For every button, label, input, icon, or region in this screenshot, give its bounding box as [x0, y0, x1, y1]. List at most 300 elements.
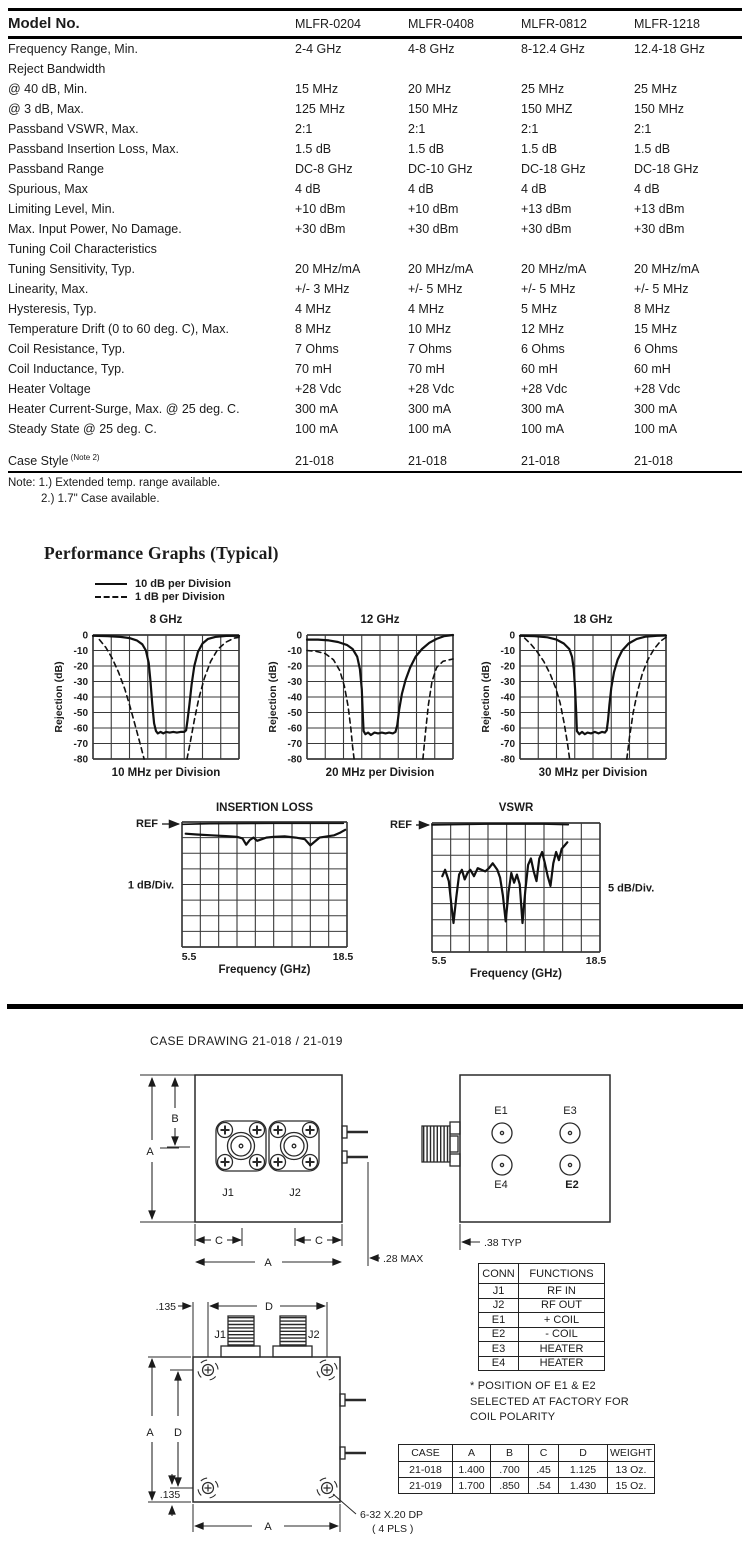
cell: J2	[479, 1298, 519, 1313]
y-tick-label: -50	[287, 708, 302, 719]
spec-cell: 1.5 dB	[408, 142, 445, 156]
spec-row-label: Passband Insertion Loss, Max.	[8, 142, 179, 156]
corner-screws	[194, 1356, 341, 1502]
spec-row-label: Hysteresis, Typ.	[8, 302, 97, 316]
spec-row	[8, 399, 742, 419]
spec-cell	[521, 59, 634, 79]
front-view	[140, 1075, 423, 1269]
y-tick-label: -30	[287, 677, 302, 688]
spec-cell: 2-4 GHz	[295, 42, 342, 56]
spec-cell: +/- 5 MHz	[521, 282, 576, 296]
x-tick-label: 5.5	[181, 951, 197, 963]
spec-cell: 1.5 dB	[521, 142, 558, 156]
note-line-2: 2.) 1.7" Case available.	[41, 493, 160, 505]
spec-cell: +28 Vdc	[408, 382, 455, 396]
b-col-header: B	[491, 1445, 529, 1462]
chart-title: 8 GHz	[149, 614, 183, 626]
spec-cell: 4-8 GHz	[408, 42, 455, 56]
cell: 1.700	[453, 1478, 491, 1494]
y-axis-label: Rejection (dB)	[480, 661, 492, 733]
cell: E3	[479, 1342, 519, 1357]
dim-b-label: B	[171, 1113, 179, 1125]
cell: HEATER	[519, 1342, 605, 1357]
spec-cell: 2:1	[521, 122, 539, 136]
spec-cell	[521, 239, 634, 259]
cell: 21-018	[399, 1462, 453, 1478]
spec-cell	[408, 439, 521, 451]
spec-cell: 150 MHz	[634, 102, 685, 116]
spec-row	[8, 179, 742, 199]
spec-row-label: Limiting Level, Min.	[8, 202, 115, 216]
spec-row	[8, 279, 742, 299]
conn-row	[479, 1298, 605, 1313]
conn-functions-table	[478, 1263, 605, 1371]
screw-note-line1: 6-32 X.20 DP	[360, 1509, 424, 1521]
ref-label: REF	[136, 818, 158, 830]
spec-cell: 25 MHz	[634, 82, 678, 96]
scale-label: 1 dB/Div.	[127, 879, 175, 892]
spec-cell: 15 MHz	[295, 82, 339, 96]
spec-cell: 21-018	[408, 454, 447, 468]
j1-label-bottom: J1	[214, 1329, 226, 1341]
cell: 1.430	[559, 1478, 608, 1494]
model-no-header: Model No.	[8, 11, 295, 38]
spec-cell: 300 mA	[521, 402, 565, 416]
spec-row-label: @ 3 dB, Max.	[8, 102, 84, 116]
y-tick-label: -40	[73, 692, 88, 704]
y-tick-label: -50	[500, 708, 515, 719]
side-view	[422, 1075, 610, 1250]
spec-cell: 2:1	[295, 122, 313, 136]
spec-cell: 25 MHz	[521, 82, 565, 96]
y-tick-label: -20	[500, 661, 515, 673]
spec-cell: 7 Ohms	[408, 342, 452, 356]
spec-cell: 20 MHz/mA	[295, 262, 361, 276]
cell: .45	[529, 1462, 559, 1478]
y-tick-label: -80	[500, 754, 515, 766]
solid-line-swatch	[95, 583, 127, 585]
spec-row-label: Frequency Range, Min.	[8, 42, 138, 56]
grid	[93, 635, 239, 759]
dashed-line-swatch	[95, 596, 127, 598]
spec-cell: 20 MHz	[408, 82, 452, 96]
spec-cell: 21-018	[521, 454, 560, 468]
y-tick-label: -60	[500, 723, 515, 735]
x-axis-label: Frequency (GHz)	[218, 964, 311, 976]
e3-label: E3	[563, 1105, 577, 1117]
dim-d-side-label: D	[174, 1427, 182, 1439]
y-tick-label: -30	[500, 677, 515, 688]
cell: .54	[529, 1478, 559, 1494]
y-tick-label: -50	[73, 708, 88, 719]
grid	[182, 822, 347, 947]
dim-d-top-label: D	[265, 1301, 273, 1313]
y-tick-label: -30	[73, 677, 88, 688]
spec-cell: +28 Vdc	[634, 382, 681, 396]
spec-row-label: Coil Inductance, Typ.	[8, 362, 125, 376]
chart-title: VSWR	[498, 802, 534, 814]
spec-cell: +10 dBm	[295, 202, 346, 216]
spec-table-body	[8, 38, 742, 472]
performance-graphs-title: Performance Graphs (Typical)	[44, 543, 279, 563]
spec-cell	[408, 59, 521, 79]
dim-135-bottom-label: .135	[159, 1489, 181, 1501]
j1-label-front: J1	[222, 1187, 234, 1199]
spec-row-label: Reject Bandwidth	[8, 62, 106, 76]
x-tick-label: 5.5	[431, 955, 447, 967]
y-tick-label: -20	[73, 661, 88, 673]
spec-row	[8, 451, 742, 471]
conn-table-body	[479, 1284, 605, 1371]
j2-label-front: J2	[289, 1187, 301, 1199]
y-tick-label: 0	[296, 630, 302, 642]
spec-cell	[295, 239, 408, 259]
series-dashed	[307, 651, 354, 760]
spec-cell	[634, 439, 742, 451]
spec-cell: +30 dBm	[408, 222, 459, 236]
spec-cell: 6 Ohms	[521, 342, 565, 356]
a-col-header: A	[453, 1445, 491, 1462]
x-axis-label: 20 MHz per Division	[325, 767, 435, 779]
series-solid	[442, 842, 567, 923]
spec-cell: +13 dBm	[634, 202, 685, 216]
dim-a-side-label: A	[146, 1146, 154, 1158]
spec-cell: 70 mH	[408, 362, 445, 376]
spec-cell: +13 dBm	[521, 202, 572, 216]
spec-cell: +/- 3 MHz	[295, 282, 350, 296]
spec-cell: 2:1	[408, 122, 426, 136]
spec-header-row	[8, 11, 742, 38]
spec-cell: 8 MHz	[295, 322, 332, 336]
y-tick-label: -70	[500, 739, 515, 750]
note-superscript: (Note 2)	[68, 453, 100, 463]
spec-row	[8, 59, 742, 79]
y-tick-label: -80	[73, 754, 88, 766]
series-ref	[183, 823, 343, 824]
dim-c-left-label: C	[215, 1235, 223, 1247]
spec-row	[8, 99, 742, 119]
spec-cell: +28 Vdc	[295, 382, 342, 396]
spec-row-label: Spurious, Max	[8, 182, 88, 196]
spec-cell: 5 MHz	[521, 302, 558, 316]
spec-row	[8, 79, 742, 99]
y-tick-label: -10	[500, 646, 515, 657]
rejection-chart-18ghz	[472, 609, 684, 784]
y-axis-label: Rejection (dB)	[53, 661, 65, 733]
spec-cell: 1.5 dB	[295, 142, 332, 156]
spec-cell: 20 MHz/mA	[408, 262, 474, 276]
spec-cell: 150 MHz	[408, 102, 459, 116]
y-tick-label: -40	[287, 692, 302, 704]
spec-cell: 12.4-18 GHz	[634, 42, 705, 56]
case-drawing-title: CASE DRAWING 21-018 / 21-019	[150, 1034, 343, 1048]
spec-cell: 1.5 dB	[634, 142, 671, 156]
scale-label: 5 dB/Div.	[608, 882, 655, 895]
weight-col-header: WEIGHT	[608, 1445, 655, 1462]
section-divider	[7, 1004, 743, 1009]
rejection-chart-12ghz	[259, 609, 471, 784]
conn-row	[479, 1356, 605, 1371]
cell: E4	[479, 1356, 519, 1371]
y-tick-label: 0	[509, 630, 515, 642]
case-dimension-table	[398, 1444, 655, 1494]
legend-item-dashed	[95, 590, 225, 603]
spec-row	[8, 359, 742, 379]
dim-a-bottom-label: A	[264, 1257, 272, 1269]
spec-cell: 10 MHz	[408, 322, 452, 336]
spec-row	[8, 239, 742, 259]
spec-spacer-row	[8, 439, 742, 451]
spec-row	[8, 159, 742, 179]
spec-cell: 300 mA	[295, 402, 339, 416]
spec-cell: 60 mH	[634, 362, 671, 376]
spec-cell: +10 dBm	[408, 202, 459, 216]
spec-cell: 15 MHz	[634, 322, 678, 336]
e2-label: E2	[565, 1179, 579, 1191]
offset-dim-label: .38 TYP	[484, 1237, 522, 1249]
spec-cell: 4 dB	[634, 182, 660, 196]
x-tick-label: 18.5	[332, 951, 354, 963]
c-col-header: C	[529, 1445, 559, 1462]
spec-cell: 7 Ohms	[295, 342, 339, 356]
chart-title: 12 GHz	[360, 614, 400, 626]
bottom-view	[146, 1301, 423, 1535]
spec-cell: 4 MHz	[295, 302, 332, 316]
spec-row-label: Coil Resistance, Typ.	[8, 342, 126, 356]
spec-cell: 20 MHz/mA	[634, 262, 700, 276]
spec-cell: 300 mA	[634, 402, 678, 416]
spec-row	[8, 199, 742, 219]
spec-row	[8, 219, 742, 239]
cell: 13 Oz.	[608, 1462, 655, 1478]
front-screws	[218, 1123, 318, 1170]
screw-note-line2: ( 4 PLS )	[372, 1523, 414, 1535]
spec-row-label: @ 40 dB, Min.	[8, 82, 88, 96]
cell: HEATER	[519, 1356, 605, 1371]
insertion-loss-chart	[100, 795, 400, 985]
spec-cell: DC-8 GHz	[295, 162, 353, 176]
model-col-3: MLFR-0812	[521, 11, 634, 38]
series-dashed	[99, 640, 144, 759]
spec-cell: 2:1	[634, 122, 652, 136]
sma-threads-j2	[280, 1318, 306, 1345]
spec-cell: +/- 5 MHz	[408, 282, 463, 296]
spec-cell: 70 mH	[295, 362, 332, 376]
spec-cell: +/- 5 MHz	[634, 282, 689, 296]
spec-cell: 8-12.4 GHz	[521, 42, 585, 56]
spec-row	[8, 339, 742, 359]
cell: E1	[479, 1313, 519, 1328]
note-line-1: Note: 1.) Extended temp. range available.	[8, 477, 221, 489]
model-col-1: MLFR-0204	[295, 11, 408, 38]
y-tick-label: -60	[287, 723, 302, 735]
spec-cell: DC-18 GHz	[634, 162, 699, 176]
spec-row	[8, 38, 742, 60]
rejection-chart-8ghz	[45, 609, 257, 784]
dim-a-side-bottomview-label: A	[146, 1427, 154, 1439]
spec-cell: DC-10 GHz	[408, 162, 473, 176]
cell: 21-019	[399, 1478, 453, 1494]
chart-title: INSERTION LOSS	[215, 802, 314, 814]
spec-row-label: Tuning Sensitivity, Typ.	[8, 262, 135, 276]
spec-row-label: Temperature Drift (0 to 60 deg. C), Max.	[8, 322, 229, 336]
terminal-e3	[560, 1123, 580, 1143]
spec-cell	[634, 59, 742, 79]
spec-row	[8, 419, 742, 439]
spec-row	[8, 139, 742, 159]
model-col-2: MLFR-0408	[408, 11, 521, 38]
series-dashed	[627, 637, 666, 759]
x-axis-label: 10 MHz per Division	[111, 767, 221, 779]
spec-row-label: Steady State @ 25 deg. C.	[8, 422, 157, 436]
j2-label-bottom: J2	[308, 1329, 320, 1341]
dim-a-bottom2-label: A	[264, 1521, 272, 1533]
spec-cell	[295, 439, 408, 451]
spec-row-label: Heater Voltage	[8, 382, 91, 396]
e1-label: E1	[494, 1105, 508, 1117]
conn-row	[479, 1327, 605, 1342]
spec-cell: 20 MHz/mA	[521, 262, 587, 276]
spec-row-label	[8, 439, 295, 451]
case-row	[399, 1478, 655, 1494]
dim-135-top-label: .135	[155, 1301, 176, 1313]
spec-cell: 8 MHz	[634, 302, 671, 316]
spec-cell: 300 mA	[408, 402, 452, 416]
spec-cell: 100 mA	[521, 422, 565, 436]
terminal-e1	[492, 1123, 512, 1143]
spec-cell: 150 MHZ	[521, 102, 573, 116]
dim-c-right-label: C	[315, 1235, 323, 1247]
conn-header-row	[479, 1264, 605, 1284]
spec-cell	[521, 439, 634, 451]
x-tick-label: 18.5	[585, 955, 607, 967]
spec-cell: 4 dB	[521, 182, 547, 196]
spec-cell: 125 MHz	[295, 102, 346, 116]
spec-cell	[634, 239, 742, 259]
sma-threads-side	[424, 1126, 448, 1162]
factory-note-line3: COIL POLARITY	[470, 1411, 556, 1423]
x-axis-label: 30 MHz per Division	[538, 767, 648, 779]
e4-label: E4	[494, 1179, 508, 1191]
terminal-e2	[560, 1155, 580, 1175]
cell: J1	[479, 1284, 519, 1299]
conn-row	[479, 1342, 605, 1357]
spec-cell: 4 dB	[295, 182, 321, 196]
cell: RF IN	[519, 1284, 605, 1299]
factory-note-line2: SELECTED AT FACTORY FOR	[470, 1395, 629, 1408]
d-col-header: D	[559, 1445, 608, 1462]
y-tick-label: -70	[73, 739, 88, 750]
conn-row	[479, 1313, 605, 1328]
y-tick-label: -80	[287, 754, 302, 766]
spec-cell: 100 mA	[295, 422, 339, 436]
case-row	[399, 1462, 655, 1478]
y-tick-label: -60	[73, 723, 88, 735]
spec-row-label: Case Style $^{(Note 2)}$	[8, 453, 100, 469]
cell: - COIL	[519, 1327, 605, 1342]
vswr-chart	[370, 795, 700, 987]
case-table-body	[399, 1462, 655, 1494]
cell: E2	[479, 1327, 519, 1342]
case-col-header: CASE	[399, 1445, 453, 1462]
spec-table-section	[8, 8, 742, 473]
cell: 1.125	[559, 1462, 608, 1478]
factory-note-line1: * POSITION OF E1 & E2	[470, 1380, 596, 1392]
spec-row-label: Heater Current-Surge, Max. @ 25 deg. C.	[8, 402, 240, 416]
cell: 1.400	[453, 1462, 491, 1478]
pin-dim-label: .28 MAX	[383, 1253, 424, 1265]
spec-cell	[408, 239, 521, 259]
cell: RF OUT	[519, 1298, 605, 1313]
cell: 15 Oz.	[608, 1478, 655, 1494]
spec-cell: 100 mA	[634, 422, 678, 436]
y-axis-label: Rejection (dB)	[267, 661, 279, 733]
legend-label-dashed: 1 dB per Division	[135, 590, 225, 603]
functions-header: FUNCTIONS	[519, 1264, 605, 1284]
case-table-header-row	[399, 1445, 655, 1462]
grid	[307, 635, 453, 759]
spec-row	[8, 319, 742, 339]
spec-row	[8, 379, 742, 399]
spec-cell: +28 Vdc	[521, 382, 568, 396]
spec-table	[8, 11, 742, 471]
spec-cell: 21-018	[634, 454, 673, 468]
cell: .700	[491, 1462, 529, 1478]
spec-row-label: Max. Input Power, No Damage.	[8, 222, 182, 236]
cell: + COIL	[519, 1313, 605, 1328]
series-dashed	[187, 637, 239, 759]
spec-row	[8, 299, 742, 319]
y-tick-label: 0	[82, 630, 88, 642]
spec-row-label: Passband VSWR, Max.	[8, 122, 139, 136]
conn-row	[479, 1284, 605, 1299]
spec-row	[8, 259, 742, 279]
spec-cell: 4 MHz	[408, 302, 445, 316]
grid	[520, 635, 666, 759]
chart-title: 18 GHz	[573, 614, 613, 626]
legend-item-solid	[95, 577, 231, 590]
spec-row-label: Linearity, Max.	[8, 282, 89, 296]
spec-cell: 4 dB	[408, 182, 434, 196]
terminal-e4	[492, 1155, 512, 1175]
spec-cell: DC-18 GHz	[521, 162, 586, 176]
ref-label: REF	[390, 819, 412, 831]
spec-cell: 12 MHz	[521, 322, 565, 336]
model-col-4: MLFR-1218	[634, 11, 742, 38]
spec-cell: +30 dBm	[295, 222, 346, 236]
y-tick-label: -70	[287, 739, 302, 750]
y-tick-label: -10	[73, 646, 88, 657]
spec-cell: 100 mA	[408, 422, 452, 436]
factory-note	[470, 1379, 629, 1426]
spec-row	[8, 119, 742, 139]
x-axis-label: Frequency (GHz)	[469, 968, 563, 980]
conn-header: CONN	[479, 1264, 519, 1284]
spec-cell: 6 Ohms	[634, 342, 678, 356]
y-tick-label: -10	[287, 646, 302, 657]
spec-cell: +30 dBm	[634, 222, 685, 236]
sma-threads-j1	[228, 1318, 254, 1345]
spec-cell: +30 dBm	[521, 222, 572, 236]
legend-label-solid: 10 dB per Division	[135, 577, 231, 590]
spec-cell	[295, 59, 408, 79]
spec-row-label: Passband Range	[8, 162, 104, 176]
cell: .850	[491, 1478, 529, 1494]
y-tick-label: -20	[287, 661, 302, 673]
series-dashed	[525, 638, 570, 759]
spec-row-label: Tuning Coil Characteristics	[8, 242, 157, 256]
series-ref	[432, 824, 568, 825]
